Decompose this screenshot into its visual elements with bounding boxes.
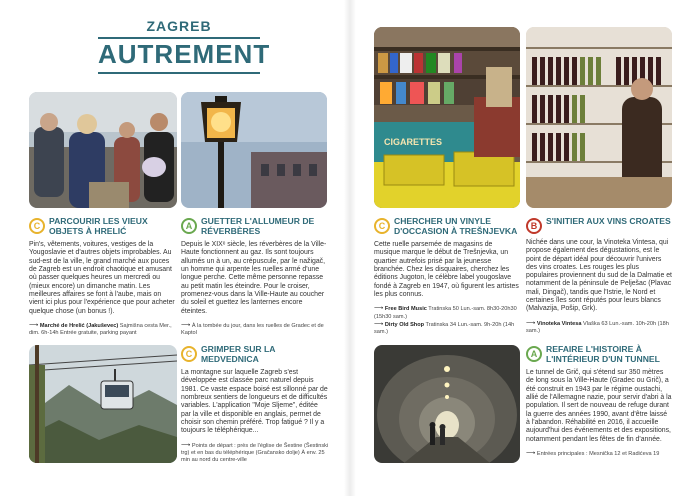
card-tunnel bbox=[526, 345, 672, 458]
badge-c-icon: C bbox=[181, 346, 197, 362]
badge-a-icon: A bbox=[526, 346, 542, 362]
card-flea-market bbox=[29, 217, 177, 338]
section-header bbox=[98, 18, 271, 74]
card-info: ⟶ Marché de Hrelić (Jakuševec) Sajmišna cesta Mer., dim. 6h-14h Entrée gratuite, parking payant bbox=[29, 321, 172, 337]
arrow-right-icon: ⟶ bbox=[374, 305, 384, 313]
card-lamp-lighter bbox=[181, 217, 327, 338]
card-info: ⟶ Vinoteka Vintesa Vlaška 63 Lun.-sam. 10h-20h (18h sam.) bbox=[526, 319, 669, 335]
card-title: PARCOURIR LES VIEUX OBJETS À HRELIĆ bbox=[49, 216, 148, 236]
badge-a-icon: A bbox=[181, 218, 197, 234]
card-body: Le tunnel de Grič, qui s'étend sur 350 mètres de long sous la Ville-Haute (Gradec ou Grič), a été construit en 1943 par le régime oustachi, allié de l'Allemagne nazie, pour servir d'abri à la population. Il sert de nouveau de refuge durant la guerre des années 1990, avant d'être laissé à l'abandon. Réhabilité en 2016, il accueille aujourd'hui des événements et des expositions, notamment pendant les fêtes de fin d'année. bbox=[526, 369, 672, 443]
page-title: AUTREMENT bbox=[98, 39, 271, 69]
arrow-right-icon: ⟶ bbox=[181, 321, 191, 329]
vinyl-shop-photo bbox=[374, 27, 520, 208]
card-vinyl bbox=[374, 217, 520, 337]
flea-market-photo bbox=[29, 92, 177, 208]
card-title: GUETTER L'ALLUMEUR DE RÉVERBÈRES bbox=[201, 216, 315, 236]
card-title: GRIMPER SUR LA MEDVEDNICA bbox=[201, 344, 276, 364]
street-lamp-photo bbox=[181, 92, 327, 208]
tunnel-photo bbox=[374, 345, 520, 463]
card-title: CHERCHER UN VINYLE D'OCCASION À TREŠNJEVKA bbox=[394, 216, 518, 236]
card-body: Cette ruelle parsemée de magasins de musique marque le début de Trešnjevka, un quartier autrefois prisé par la jeunesse branchée. Chez les disquaires, cherchez les éditions Jugoton, le célèbre label yougoslave fondé à Zagreb en 1947, où figurent les artistes les plus connus. bbox=[374, 241, 519, 298]
badge-c-icon: C bbox=[29, 218, 45, 234]
card-info: ⟶ À la tombée du jour, dans les ruelles de Gradec et de Kaptol bbox=[181, 321, 324, 337]
arrow-right-icon: ⟶ bbox=[374, 321, 384, 329]
svg-text:CIGARETTES: CIGARETTES bbox=[384, 137, 443, 147]
arrow-right-icon: ⟶ bbox=[526, 449, 536, 457]
header-rule-bottom bbox=[98, 72, 260, 74]
city-name: ZAGREB bbox=[146, 18, 212, 34]
arrow-right-icon: ⟶ bbox=[181, 441, 191, 449]
badge-b-icon: B bbox=[526, 218, 542, 234]
cable-car-photo bbox=[29, 345, 177, 463]
card-wine bbox=[526, 217, 672, 335]
card-medvednica bbox=[181, 345, 329, 465]
card-body: Nichée dans une cour, la Vinoteka Vintesa, qui propose également des dégustations, est le point de départ idéal pour découvrir l'univers des vins croates. Les rouges les plus populaires proviennent du sud de la Dalmatie et notamment de la péninsule de Pelješac (Plavac mali, Dingač), tandis que l'Istrie, le Nord et certaines îles sont réputés pour leurs blancs (Malvazija, Pošip, Grk). bbox=[526, 239, 672, 313]
card-title: S'INITIER AUX VINS CROATES bbox=[546, 216, 671, 226]
arrow-right-icon: ⟶ bbox=[29, 321, 39, 329]
card-info: ⟶ Free Bird Music Tratinska 50 Lun.-sam. 8h30-20h30 (15h30 sam.) ⟶ Dirty Old Shop Tratinska 34 Lun.-sam. 9h-20h (14h sam.) bbox=[374, 305, 517, 336]
wine-shop-photo bbox=[526, 27, 672, 208]
card-body: Pin's, vêtements, voitures, vestiges de la Yougoslavie et d'autres objets improbables. Au sud-est de la ville, le grand marché aux puces de Zagreb est un endroit chaotique et amusant où passer quelques heures un mercredi ou (mieux encore) un dimanche matin. Les meilleures affaires se font à l'aube, mais on vient ici plus pour l'expérience que pour acheter quelque chose (un bonus !). bbox=[29, 241, 175, 315]
card-body: Depuis le XIXᵉ siècle, les réverbères de la Ville-Haute fonctionnent au gaz. Ils sont toujours allumés un à un, au crépuscule, par le nažigač, un homme qui arpente les ruelles armé d'une longue perche. Cette même personne repasse au petit matin les éteindre. Pour le croiser, promenez-vous dans la Ville-Haute au coucher du soleil et guettez les lanternes encore éteintes. bbox=[181, 241, 327, 315]
badge-c-icon: C bbox=[374, 218, 390, 234]
card-title: REFAIRE L'HISTOIRE À L'INTÉRIEUR D'UN TUNNEL bbox=[546, 344, 660, 364]
arrow-right-icon: ⟶ bbox=[526, 319, 536, 327]
card-body: La montagne sur laquelle Zagreb s'est développée est classée parc naturel depuis 1981. Ce vaste espace boisé est sillonné par de nombreux sentiers de longueurs et de difficultés variables. L'application "Moje Sljeme", éditée par la ville et disponible en anglais, permet de choisir son chemin préféré. Trop fatigué ? Il y a toujours le téléphérique... bbox=[181, 369, 328, 435]
card-info: ⟶ Points de départ : près de l'église de Šestine (Šestinski trg) et en bas du téléphérique (Gračansko dolje) À env. 25 min au nord du centre-ville bbox=[181, 441, 329, 464]
page-gutter bbox=[344, 0, 356, 496]
card-info: ⟶ Entrées principales : Mesnička 12 et Radićeva 19 bbox=[526, 449, 660, 457]
